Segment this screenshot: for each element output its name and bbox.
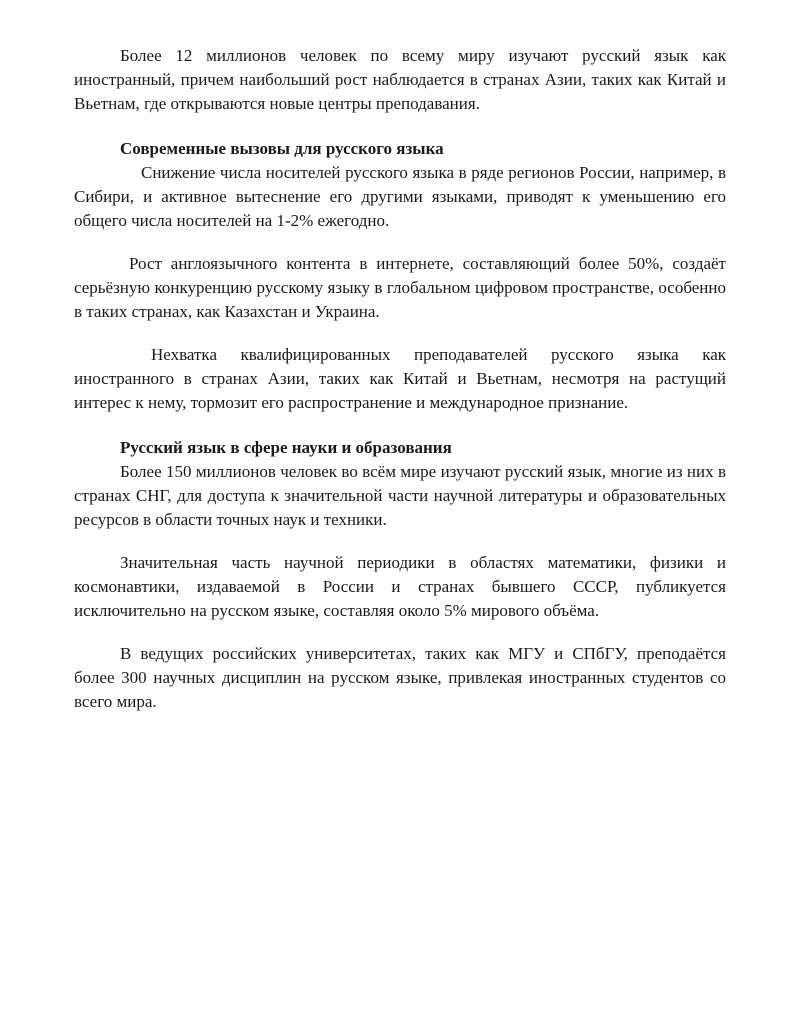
paragraph-challenges-2: Рост англоязычного контента в интернете, составляющий более 50%, создаёт серьёзную конкуренцию русскому языку в глобальном цифровом пространстве, особенно в таких странах, как Казахстан и Украина. [74,254,726,321]
paragraph-intro: Более 12 миллионов человек по всему миру изучают русский язык как иностранный, причем наибольший рост наблюдается в странах Азии, таких как Китай и Вьетнам, где открываются новые центры преподавания. [74,46,726,113]
paragraph-science-1: Более 150 миллионов человек во всём мире изучают русский язык, многие из них в странах СНГ, для доступа к значительной части научной литературы и образовательных ресурсов в области точных наук и техники. [74,462,726,529]
paragraph-challenges-1: Снижение числа носителей русского языка в ряде регионов России, например, в Сибири, и активное вытеснение его другими языками, приводят к уменьшению его общего числа носителей на 1-2% ежегодно. [74,163,726,230]
section-heading-challenges: Современные вызовы для русского языка [120,139,444,158]
paragraph-science-3: В ведущих российских университетах, таких как МГУ и СПбГУ, преподаётся более 300 научных дисциплин на русском языке, привлекая иностранных студентов со всего мира. [74,644,726,711]
section-heading-science: Русский язык в сфере науки и образования [120,438,452,457]
paragraph-science-2: Значительная часть научной периодики в областях математики, физики и космонавтики, издаваемой в России и странах бывшего СССР, публикуется исключительно на русском языке, составляя около 5% мирового объёма. [74,553,726,620]
paragraph-challenges-3: Нехватка квалифицированных преподавателей русского языка как иностранного в странах Азии, таких как Китай и Вьетнам, несмотря на растущий интерес к нему, тормозит его распространение и международное признание. [74,345,726,412]
